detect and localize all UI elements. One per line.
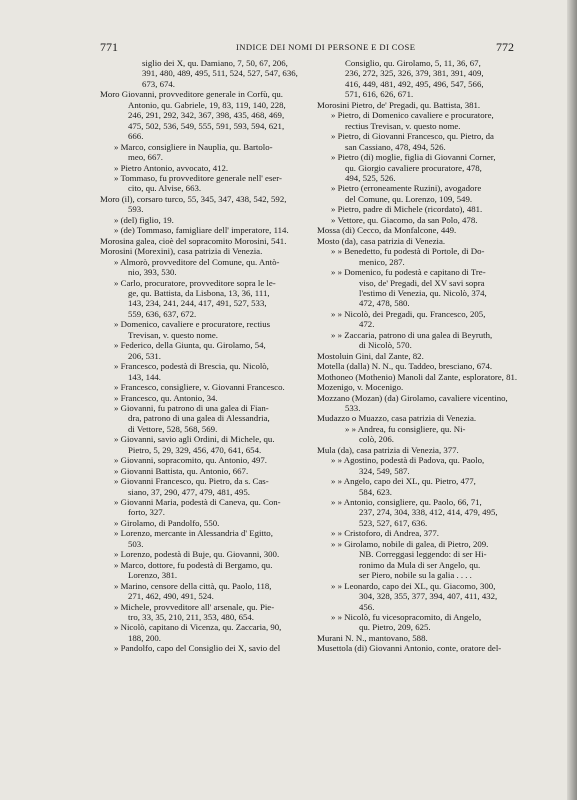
index-line: » Lorenzo, mercante in Alessandria d' Egitto, — [114, 528, 273, 539]
index-line: dra, patrono di una galea di Alessandria, — [128, 413, 270, 424]
index-line: » (del) figlio, 19. — [114, 214, 174, 225]
index-line: siano, 37, 290, 477, 479, 481, 495. — [128, 486, 250, 497]
index-line: 143, 234, 241, 244, 417, 491, 527, 533, — [128, 298, 267, 309]
index-line: 324, 549, 587. — [359, 465, 410, 476]
index-line: » (de) Tommaso, famigliare dell' imperatore, 114. — [114, 225, 289, 236]
index-line: » Marino, censore della città, qu. Paolo, 118, — [114, 580, 272, 591]
index-line: » » Leonardo, capo dei XL, qu. Giacomo, 300, — [331, 580, 496, 591]
index-line: » Pietro, di Domenico cavaliere e procuratore, — [331, 110, 494, 121]
index-line: 472. — [359, 319, 375, 330]
index-line: » Girolamo, di Pandolfo, 550. — [114, 517, 220, 528]
index-line: 666. — [128, 131, 144, 142]
index-line: » Almorò, provveditore del Comune, qu. Antò- — [114, 256, 280, 267]
index-line: del Comune, qu. Lorenzo, 109, 549. — [345, 193, 473, 204]
index-line: di Vettore, 528, 568, 569. — [128, 423, 218, 434]
index-line: » » Angelo, capo dei XL, qu. Pietro, 477, — [331, 476, 476, 487]
index-line: » Francesco, podestà di Brescia, qu. Nicolò, — [114, 361, 269, 372]
index-line: » Pietro, di Giovanni Francesco, qu. Pietro, da — [331, 131, 494, 142]
index-line: Antonio, qu. Gabriele, 19, 83, 119, 140, 228, — [128, 99, 286, 110]
index-line: Mosto (da), casa patrizia di Venezia. — [317, 235, 446, 246]
index-line: 271, 462, 490, 491, 524. — [128, 591, 214, 602]
index-line: nio, 393, 530. — [128, 267, 177, 278]
index-line: » Domenico, cavaliere e procuratore, rectius — [114, 319, 271, 330]
index-line: 593. — [128, 204, 144, 215]
index-line: Trevisan, v. questo nome. — [128, 329, 219, 340]
index-line: » Vettore, qu. Giacomo, da san Polo, 478. — [331, 214, 478, 225]
index-line: » Federico, della Giunta, qu. Girolamo, 54, — [114, 340, 266, 351]
index-line: Mozzano (Mozan) (da) Girolamo, cavaliere vicentino, — [317, 392, 508, 403]
index-line: forto, 327. — [128, 507, 165, 518]
index-line: san Cassiano, 478, 494, 526. — [345, 141, 446, 152]
index-line: qu. Pietro, 209, 625. — [359, 622, 431, 633]
index-line: » Carlo, procuratore, provveditore sopra le le- — [114, 277, 276, 288]
index-line: Morosini Pietro, de' Pregadi, qu. Battista, 381. — [317, 99, 481, 110]
index-line: » » Cristoforo, di Andrea, 377. — [331, 528, 439, 539]
index-line: » » Andrea, fu consigliere, qu. Ni- — [345, 423, 466, 434]
index-line: » Giovanni Francesco, qu. Pietro, da s. Cas- — [114, 476, 269, 487]
index-line: » Pietro Antonio, avvocato, 412. — [114, 162, 229, 173]
left-index-column — [100, 58, 308, 654]
index-line: » Pietro (di) moglie, figlia di Giovanni Corner, — [331, 152, 496, 163]
index-line: » » Domenico, fu podestà e capitano di Tre- — [331, 267, 486, 278]
page-edge-shadow — [567, 0, 577, 800]
index-line: 237, 274, 304, 338, 412, 414, 479, 495, — [359, 507, 498, 518]
index-line: Mothoneo (Mothenio) Manoli dal Zante, esploratore, 81. — [317, 371, 517, 382]
index-line: » Francesco, consigliere, v. Giovanni Francesco. — [114, 382, 285, 393]
index-line: cito, qu. Alvise, 663. — [128, 183, 202, 194]
index-line: viso, de' Pregadi, del XV savi sopra — [359, 277, 485, 288]
index-line: 456. — [359, 601, 375, 612]
index-line: qu. Giorgio cavaliere procuratore, 478, — [345, 162, 482, 173]
index-line: » Michele, provveditore all' arsenale, qu. Pie- — [114, 601, 275, 612]
index-line: 246, 291, 292, 342, 367, 398, 435, 468, 469, — [128, 110, 285, 121]
index-line: » Pietro (erroneamente Ruzini), avogadore — [331, 183, 482, 194]
index-line: » Giovanni, fu patrono di una galea di Fian- — [114, 402, 269, 413]
index-line: 673, 674. — [142, 78, 175, 89]
index-line: » Marco, dottore, fu podestà di Bergamo, qu. — [114, 559, 273, 570]
index-line: 523, 527, 617, 636. — [359, 517, 428, 528]
right-index-column — [317, 58, 517, 654]
index-line: » Giovanni Battista, qu. Antonio, 667. — [114, 465, 249, 476]
index-line: 475, 502, 536, 549, 555, 591, 593, 594, 621, — [128, 120, 285, 131]
index-line: 188, 200. — [128, 632, 161, 643]
page-header — [0, 40, 577, 56]
index-line: Moro Giovanni, provveditore generale in Corfù, qu. — [100, 89, 283, 100]
index-line: ge, qu. Battista, da Lisbona, 13, 36, 111, — [128, 287, 270, 298]
index-line: » » Zaccaria, patrono di una galea di Beyruth, — [331, 329, 493, 340]
index-line: 143, 144. — [128, 371, 161, 382]
index-line: 494, 525, 526. — [345, 172, 396, 183]
index-line: 416, 449, 481, 492, 495, 496, 547, 566, — [345, 78, 484, 89]
index-line: » Pietro, padre di Michele (ricordato), 481. — [331, 204, 483, 215]
index-line: » » Nicolò, fu vicesopracomito, di Angelo, — [331, 612, 482, 623]
index-line: Consiglio, qu. Girolamo, 5, 11, 36, 67, — [345, 58, 481, 68]
index-line: Lorenzo, 381. — [128, 570, 178, 581]
index-line: Mostoluin Gini, dal Zante, 82. — [317, 350, 424, 361]
index-line: » Lorenzo, podestà di Buje, qu. Giovanni, 300. — [114, 549, 280, 560]
index-line: rectius Trevisan, v. questo nome. — [345, 120, 461, 131]
index-line: siglio dei X, qu. Damiano, 7, 50, 67, 206, — [142, 58, 288, 68]
index-line: Musettola (di) Giovanni Antonio, conte, oratore del- — [317, 643, 502, 654]
index-line: Morosina galea, cioè del sopracomito Morosini, 541. — [100, 235, 287, 246]
index-line: 559, 636, 637, 672. — [128, 308, 197, 319]
index-line: » Nicolò, capitano di Vicenza, qu. Zaccaria, 90, — [114, 622, 282, 633]
index-line: tro, 33, 35, 210, 211, 353, 480, 654. — [128, 612, 255, 623]
index-line: Motella (dalla) N. N., qu. Taddeo, bresciano, 674. — [317, 361, 493, 372]
index-line: » Giovanni, sopracomito, qu. Antonio, 497. — [114, 455, 267, 466]
index-line: l'estimo di Venezia, qu. Nicolò, 374, — [359, 287, 487, 298]
index-line: 304, 328, 355, 377, 394, 407, 411, 432, — [359, 591, 498, 602]
index-line: 472, 478, 580. — [359, 298, 410, 309]
index-line: » Marco, consigliere in Nauplia, qu. Bartolo- — [114, 141, 273, 152]
index-line: colò, 206. — [359, 434, 394, 445]
index-line: menico, 287. — [359, 256, 405, 267]
index-line: di Nicolò, 570. — [359, 340, 412, 351]
index-line: » Tommaso, fu provveditore generale nell' eser- — [114, 172, 282, 183]
index-line: 236, 272, 325, 326, 379, 381, 391, 409, — [345, 68, 484, 79]
page-number-right: 772 — [496, 40, 514, 54]
running-title: INDICE DEI NOMI DI PERSONE E DI COSE — [236, 42, 416, 52]
index-line: » Francesco, qu. Antonio, 34. — [114, 392, 218, 403]
index-line: Mudazzo o Muazzo, casa patrizia di Venezia. — [317, 413, 477, 424]
index-line: Moro (il), corsaro turco, 55, 345, 347, 438, 542, 592, — [100, 193, 287, 204]
index-line: 206, 531. — [128, 350, 161, 361]
index-line: » Pandolfo, capo del Consiglio dei X, savio del — [114, 643, 281, 654]
index-line: Mozenigo, v. Mocenigo. — [317, 382, 404, 393]
index-line: 584, 623. — [359, 486, 392, 497]
index-line: ronimo da Mula di ser Angelo, qu. — [359, 559, 481, 570]
index-line: Pietro, 5, 29, 329, 456, 470, 641, 654. — [128, 444, 262, 455]
page-number-left: 771 — [100, 40, 118, 54]
index-line: » Giovanni, savio agli Ordini, di Michele, qu. — [114, 434, 275, 445]
index-line: 571, 616, 626, 671. — [345, 89, 414, 100]
index-line: » » Nicolò, dei Pregadi, qu. Francesco, 205, — [331, 308, 486, 319]
index-line: Mula (da), casa patrizia di Venezia, 377. — [317, 444, 459, 455]
index-line: meo, 667. — [128, 152, 163, 163]
index-line: » » Antonio, consigliere, qu. Paolo, 66, 71, — [331, 497, 482, 508]
index-line: 533. — [345, 402, 361, 413]
index-line: » » Girolamo, nobile di galea, di Pietro, 209. — [331, 538, 489, 549]
index-line: ser Piero, nobile su la galia . . . . — [359, 570, 472, 581]
index-line: NB. Correggasi leggendo: di ser Hi- — [359, 549, 487, 560]
index-line: » Giovanni Maria, podestà di Caneva, qu. Con- — [114, 497, 281, 508]
index-line: Morosini (Morexini), casa patrizia di Venezia. — [100, 246, 263, 257]
index-line: Murani N. N., mantovano, 588. — [317, 632, 428, 643]
index-line: 503. — [128, 538, 144, 549]
index-line: » » Agostino, podestà di Padova, qu. Paolo, — [331, 455, 485, 466]
index-line: 391, 480, 489, 495, 511, 524, 527, 547, 636, — [142, 68, 298, 79]
index-line: Mossa (di) Cecco, da Monfalcone, 449. — [317, 225, 457, 236]
index-line: » » Benedetto, fu podestà di Portole, di Do- — [331, 246, 485, 257]
